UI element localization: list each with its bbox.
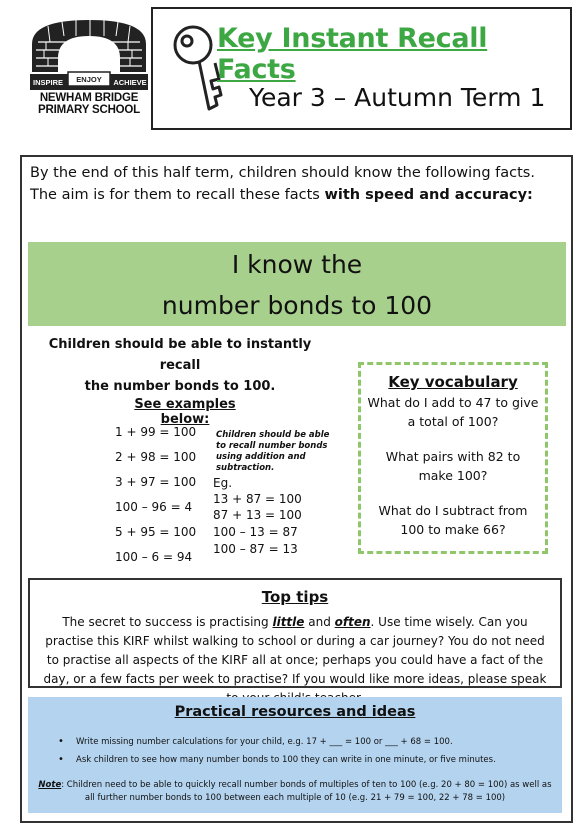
tips-title: Top tips	[261, 588, 329, 606]
key-icon	[165, 23, 225, 115]
example-fact: 3 + 97 = 100	[115, 475, 197, 489]
tips-text-part: The secret to success is practising	[62, 615, 273, 629]
examples-note: Children should be able to recall number bonds using addition and subtraction.	[216, 430, 330, 473]
tips-text-part: and	[304, 615, 335, 629]
example-fact: 100 – 6 = 94	[115, 550, 193, 564]
practical-bullet: • Write missing number calculations for your child, e.g. 17 + ___ = 100 or ___ + 68 = 100.	[76, 737, 453, 747]
vocabulary-title: Key vocabulary	[388, 373, 518, 391]
note-label: Note	[38, 780, 62, 790]
vocabulary-question: What do I subtract from 100 to make 66?	[378, 503, 528, 537]
eg-fact: 100 – 13 = 87	[213, 525, 298, 539]
banner-line1: I know the	[231, 250, 363, 279]
example-fact: 2 + 98 = 100	[115, 450, 197, 464]
top-tips-box	[28, 578, 562, 688]
example-fact: 5 + 95 = 100	[115, 525, 197, 539]
note-text: : Children need to be able to quickly recall number bonds of multiples of ten to 100 (e.g. 20 + 80 = 100) as well as all further number bonds to 100 between each multiple of 10 (e.g. 21 + 79 = 100, 22 + 78 = 100)	[61, 780, 552, 803]
eg-label: Eg.	[213, 476, 233, 490]
banner-line2: number bonds to 100	[161, 291, 433, 320]
eg-fact: 13 + 87 = 100	[213, 492, 302, 506]
school-name-line2: PRIMARY SCHOOL	[38, 104, 140, 116]
badge-inspire: INSPIRE	[32, 78, 64, 87]
example-fact: 1 + 99 = 100	[115, 425, 197, 439]
page-title: Key Instant Recall Facts	[217, 23, 488, 85]
recall-line1: Children should be able to instantly recall	[48, 337, 312, 373]
header-box	[151, 7, 572, 130]
target-banner	[28, 242, 566, 326]
recall-line2: the number bonds to 100.	[84, 379, 276, 394]
example-fact: 100 – 96 = 4	[115, 500, 193, 514]
practical-title: Practical resources and ideas	[174, 704, 416, 720]
vocabulary-question: What do I add to 47 to give a total of 100?	[367, 395, 539, 429]
intro-text-regular: By the end of this half term, children should know the following facts. The aim is for them to recall these facts	[30, 165, 535, 203]
tips-emphasis-often: often	[334, 615, 371, 629]
vocabulary-question: What pairs with 82 to make 100?	[385, 449, 521, 483]
practical-note	[36, 779, 554, 805]
school-logo	[28, 14, 150, 120]
page-subtitle: Year 3 – Autumn Term 1	[249, 83, 546, 112]
practical-resources-box	[28, 697, 562, 813]
eg-fact: 87 + 13 = 100	[213, 508, 302, 522]
recall-statement	[40, 334, 320, 397]
eg-fact: 100 – 87 = 13	[213, 542, 298, 556]
key-vocabulary-box	[358, 362, 548, 554]
intro-text	[30, 162, 565, 206]
school-name-line1: NEWHAM BRIDGE	[39, 92, 139, 104]
intro-text-bold: with speed and accuracy:	[324, 187, 533, 203]
practical-bullet: • Ask children to see how many number bonds to 100 they can write in one minute, or five minutes.	[76, 755, 496, 765]
tips-text	[42, 613, 548, 708]
badge-achieve: ACHIEVE	[113, 78, 147, 87]
badge-enjoy: ENJOY	[76, 75, 102, 84]
examples-title: See examples below:	[134, 397, 236, 427]
tips-emphasis-little: little	[272, 615, 305, 629]
school-name	[28, 92, 150, 116]
bridge-logo-icon	[28, 14, 150, 92]
tips-text-part: . Use time wisely. Can you practise this KIRF whilst walking to school or during a car journey? You do not need to practise all aspects of the KIRF all at once; perhaps you could have a fact of the day, or a few facts per week to practise? If you would like more ideas, please speak	[43, 615, 547, 686]
